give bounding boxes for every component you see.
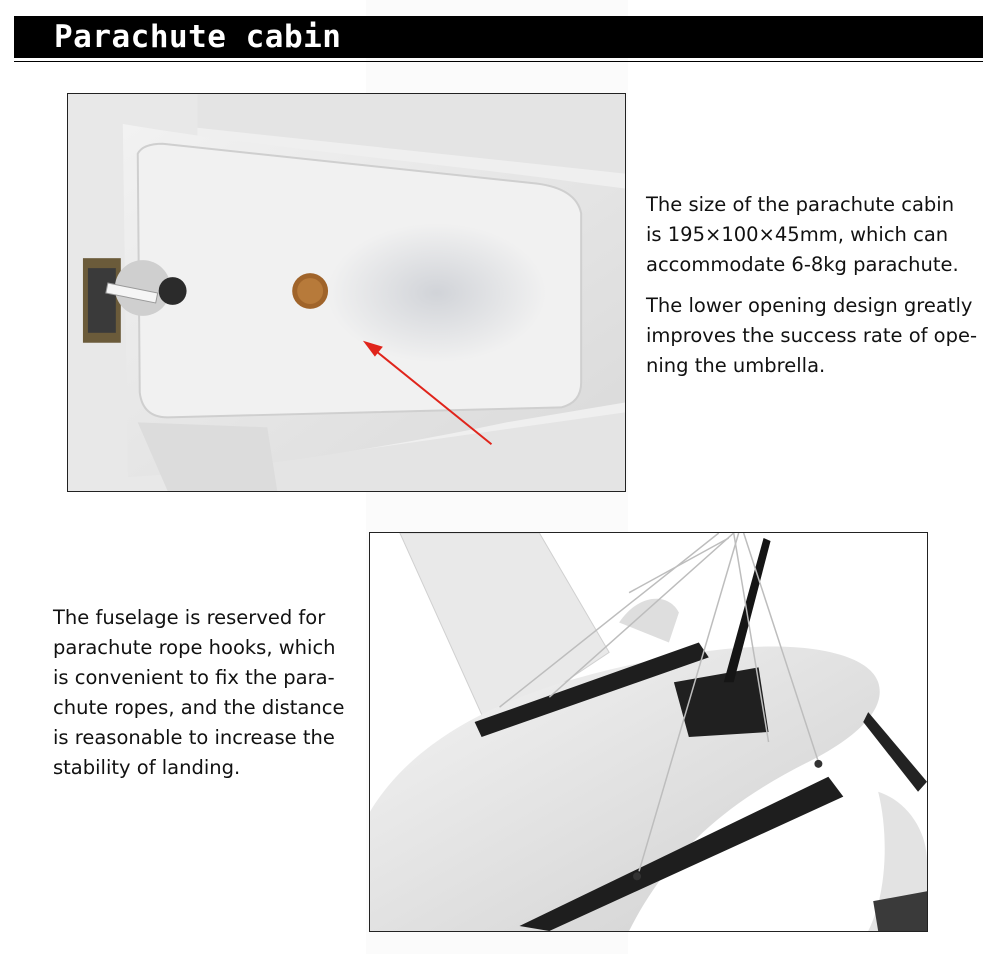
rope-hooks-paragraph: The fuselage is reserved for parachute rope hooks, which is convenient to fix the para- chute ropes, and the distance is reasonable to increase the stability of landing.	[53, 606, 345, 779]
opening-design-paragraph: The lower opening design greatly improves the success rate of ope- ning the umbrella.	[646, 294, 978, 377]
fuselage-description	[53, 603, 353, 783]
page-title: Parachute cabin	[54, 19, 342, 55]
title-divider	[14, 61, 983, 62]
parachute-cabin-photo	[67, 93, 626, 492]
section-title-bar	[14, 16, 983, 58]
cabin-size-paragraph: The size of the parachute cabin is 195×100×45mm, which can accommodate 6-8kg parachute.	[646, 193, 959, 276]
cabin-description	[646, 190, 986, 381]
fuselage-hooks-photo	[369, 532, 928, 932]
